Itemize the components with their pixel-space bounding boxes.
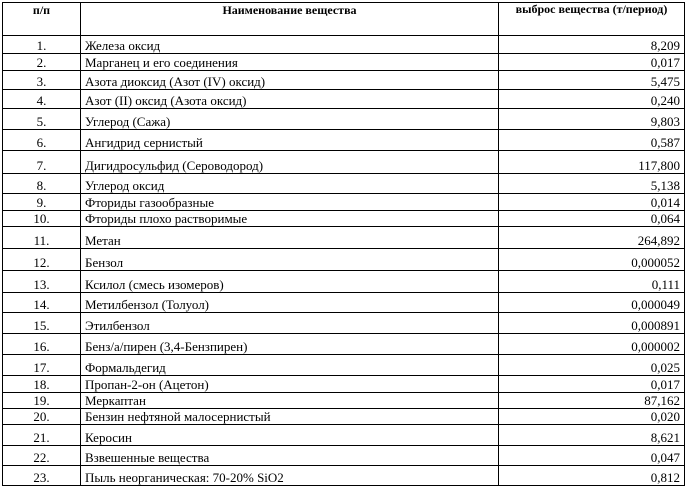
emission-value: 264,892 xyxy=(499,227,685,249)
substance-name: Формальдегид xyxy=(81,355,499,376)
header-emission-value: выброс вещества (т/период) xyxy=(499,3,685,36)
emission-value: 0,812 xyxy=(499,466,685,486)
substance-name: Углерод (Сажа) xyxy=(81,109,499,130)
emission-value: 0,014 xyxy=(499,194,685,211)
emission-value: 0,000002 xyxy=(499,334,685,355)
substance-name: Фториды газообразные xyxy=(81,194,499,211)
table-row xyxy=(3,334,685,355)
table-row xyxy=(3,211,685,227)
row-number: 23. xyxy=(3,466,81,486)
table-row xyxy=(3,194,685,211)
table-row xyxy=(3,271,685,293)
table-row xyxy=(3,249,685,271)
table-row xyxy=(3,376,685,393)
row-number: 19. xyxy=(3,393,81,409)
emission-value: 87,162 xyxy=(499,393,685,409)
substance-name: Азот (II) оксид (Азота оксид) xyxy=(81,90,499,109)
substance-name: Дигидросульфид (Сероводород) xyxy=(81,151,499,174)
table-row xyxy=(3,425,685,446)
emission-value: 0,064 xyxy=(499,211,685,227)
row-number: 14. xyxy=(3,293,81,313)
substance-name: Бензол xyxy=(81,249,499,271)
substance-name: Метилбензол (Толуол) xyxy=(81,293,499,313)
row-number: 9. xyxy=(3,194,81,211)
substance-name: Бенз/а/пирен (3,4-Бензпирен) xyxy=(81,334,499,355)
header-substance-name: Наименование вещества xyxy=(81,3,499,36)
table-row xyxy=(3,466,685,486)
header-number: п/п xyxy=(3,3,81,36)
row-number: 2. xyxy=(3,54,81,71)
substance-name: Углерод оксид xyxy=(81,174,499,194)
row-number: 1. xyxy=(3,36,81,54)
row-number: 6. xyxy=(3,130,81,151)
emission-value: 5,138 xyxy=(499,174,685,194)
emission-value: 0,025 xyxy=(499,355,685,376)
table-row xyxy=(3,36,685,54)
table-row xyxy=(3,90,685,109)
table-row xyxy=(3,130,685,151)
table-header-row xyxy=(3,3,685,36)
emission-value: 0,020 xyxy=(499,409,685,425)
emission-value: 0,000891 xyxy=(499,313,685,334)
table-row xyxy=(3,54,685,71)
substance-name: Фториды плохо растворимые xyxy=(81,211,499,227)
table-row xyxy=(3,71,685,90)
table-row xyxy=(3,227,685,249)
row-number: 21. xyxy=(3,425,81,446)
table-row xyxy=(3,151,685,174)
table-row xyxy=(3,109,685,130)
substance-name: Меркаптан xyxy=(81,393,499,409)
table-row xyxy=(3,313,685,334)
row-number: 8. xyxy=(3,174,81,194)
row-number: 16. xyxy=(3,334,81,355)
emission-value: 5,475 xyxy=(499,71,685,90)
row-number: 7. xyxy=(3,151,81,174)
substance-name: Бензин нефтяной малосернистый xyxy=(81,409,499,425)
row-number: 11. xyxy=(3,227,81,249)
emission-value: 8,209 xyxy=(499,36,685,54)
table-row xyxy=(3,355,685,376)
substance-name: Марганец и его соединения xyxy=(81,54,499,71)
row-number: 3. xyxy=(3,71,81,90)
emission-value: 9,803 xyxy=(499,109,685,130)
substance-name: Взвешенные вещества xyxy=(81,446,499,466)
row-number: 20. xyxy=(3,409,81,425)
substance-name: Ксилол (смесь изомеров) xyxy=(81,271,499,293)
row-number: 18. xyxy=(3,376,81,393)
row-number: 5. xyxy=(3,109,81,130)
emission-value: 0,000052 xyxy=(499,249,685,271)
row-number: 10. xyxy=(3,211,81,227)
emission-value: 0,240 xyxy=(499,90,685,109)
table-row xyxy=(3,446,685,466)
row-number: 4. xyxy=(3,90,81,109)
emission-value: 0,587 xyxy=(499,130,685,151)
row-number: 22. xyxy=(3,446,81,466)
substance-name: Азота диоксид (Азот (IV) оксид) xyxy=(81,71,499,90)
substance-name: Метан xyxy=(81,227,499,249)
emission-value: 0,017 xyxy=(499,54,685,71)
substance-name: Этилбензол xyxy=(81,313,499,334)
substance-name: Пыль неорганическая: 70-20% SiO2 xyxy=(81,466,499,486)
substance-name: Керосин xyxy=(81,425,499,446)
emission-value: 0,111 xyxy=(499,271,685,293)
emissions-table xyxy=(2,2,685,486)
substance-name: Железа оксид xyxy=(81,36,499,54)
row-number: 15. xyxy=(3,313,81,334)
table-row xyxy=(3,393,685,409)
emission-value: 8,621 xyxy=(499,425,685,446)
table-row xyxy=(3,409,685,425)
emission-value: 117,800 xyxy=(499,151,685,174)
row-number: 13. xyxy=(3,271,81,293)
substance-name: Ангидрид сернистый xyxy=(81,130,499,151)
row-number: 12. xyxy=(3,249,81,271)
emission-value: 0,000049 xyxy=(499,293,685,313)
table-row xyxy=(3,174,685,194)
row-number: 17. xyxy=(3,355,81,376)
emission-value: 0,047 xyxy=(499,446,685,466)
emission-value: 0,017 xyxy=(499,376,685,393)
table-body xyxy=(3,36,685,486)
table-row xyxy=(3,293,685,313)
substance-name: Пропан-2-он (Ацетон) xyxy=(81,376,499,393)
